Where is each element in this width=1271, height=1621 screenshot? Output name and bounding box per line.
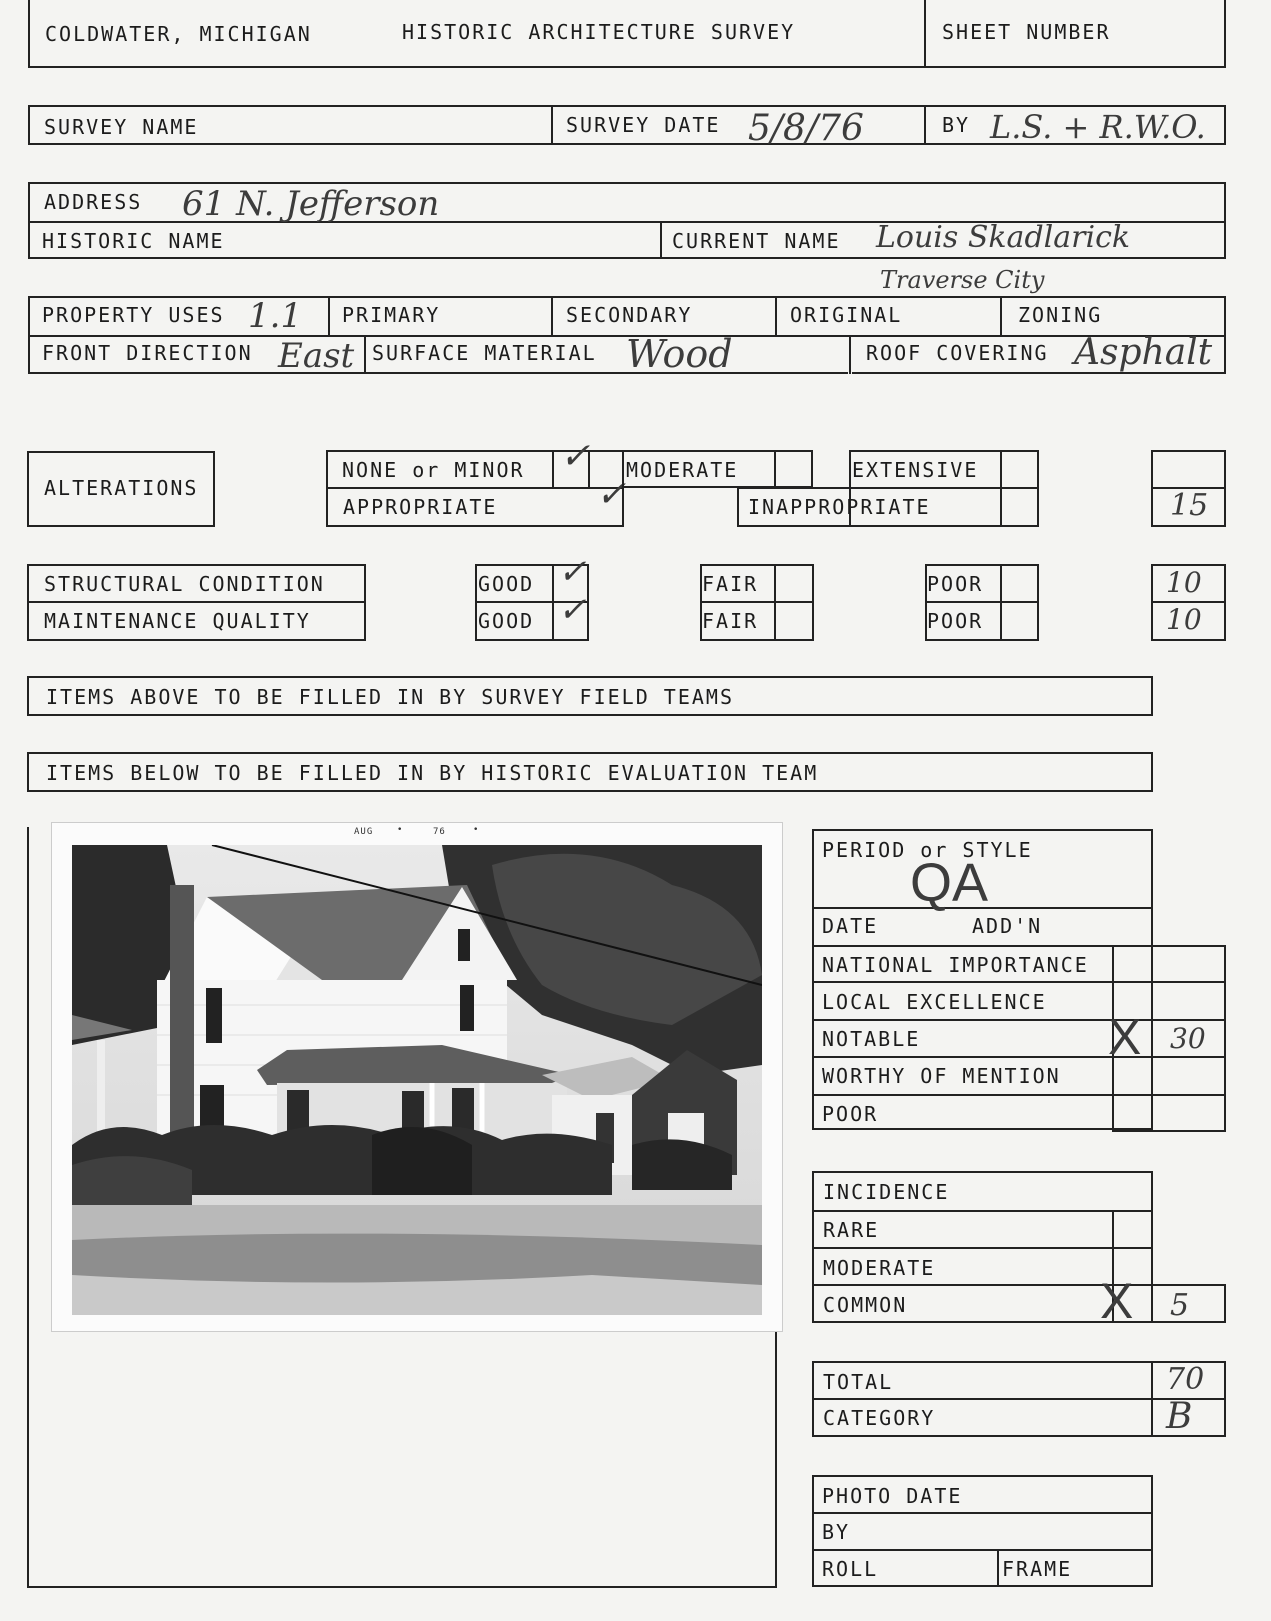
maintenance-good-check[interactable]: ✓ xyxy=(558,590,587,630)
house-photo xyxy=(72,845,762,1315)
header-city: COLDWATER, MICHIGAN xyxy=(45,22,312,46)
worthy-label: WORTHY OF MENTION xyxy=(822,1064,1061,1088)
front-direction-label: FRONT DIRECTION xyxy=(42,341,253,365)
rare-label: RARE xyxy=(823,1218,880,1242)
maintenance-quality-label: MAINTENANCE QUALITY xyxy=(44,609,311,633)
photo-by-label: BY xyxy=(822,1520,851,1544)
total-label: TOTAL xyxy=(823,1370,894,1394)
appropriate-check[interactable]: ✓ xyxy=(596,474,627,515)
maintenance-score[interactable]: 10 xyxy=(1166,603,1202,636)
national-importance-label: NATIONAL IMPORTANCE xyxy=(822,953,1089,977)
common-score[interactable]: 5 xyxy=(1170,1288,1190,1323)
maintenance-fair-label: FAIR xyxy=(702,609,759,633)
inappropriate-label: INAPPROPRIATE xyxy=(748,495,931,519)
structural-score[interactable]: 10 xyxy=(1166,566,1202,599)
photo-stamp-year: 76 xyxy=(433,827,446,837)
structural-good-check[interactable]: ✓ xyxy=(558,552,587,592)
original-label: ORIGINAL xyxy=(790,303,903,327)
local-excellence-label: LOCAL EXCELLENCE xyxy=(822,990,1047,1014)
total-value[interactable]: 70 xyxy=(1166,1362,1205,1397)
surface-material-label: SURFACE MATERIAL xyxy=(372,341,597,365)
roof-covering-value[interactable]: Asphalt xyxy=(1074,332,1213,373)
notable-score[interactable]: 30 xyxy=(1170,1022,1206,1055)
survey-name-label: SURVEY NAME xyxy=(44,115,199,139)
date-label: DATE xyxy=(822,914,879,938)
evaluation-poor-label: POOR xyxy=(822,1102,879,1126)
house-photo-card: AUG • 76 • xyxy=(52,823,782,1331)
common-mark[interactable]: X xyxy=(1100,1273,1134,1329)
extensive-label: EXTENSIVE xyxy=(852,458,979,482)
structural-good-label: GOOD xyxy=(478,572,535,596)
roll-label: ROLL xyxy=(822,1557,879,1581)
above-note: ITEMS ABOVE TO BE FILLED IN BY SURVEY FIELD TEAMS xyxy=(46,685,735,709)
moderate-label: MODERATE xyxy=(626,458,739,482)
alterations-label: ALTERATIONS xyxy=(44,476,199,500)
maintenance-good-label: GOOD xyxy=(478,609,535,633)
survey-date-label: SURVEY DATE xyxy=(566,113,721,137)
property-uses-label: PROPERTY USES xyxy=(42,303,225,327)
survey-by-value[interactable]: L.S. + R.W.O. xyxy=(990,108,1206,146)
current-name-value[interactable]: Louis Skadlarick xyxy=(876,220,1131,255)
none-minor-check[interactable]: ✓ xyxy=(560,436,591,477)
notable-mark[interactable]: X xyxy=(1108,1009,1142,1065)
below-note: ITEMS BELOW TO BE FILLED IN BY HISTORIC EVALUATION TEAM xyxy=(46,761,819,785)
current-name-label: CURRENT NAME xyxy=(672,229,841,253)
period-style-value[interactable]: QA xyxy=(910,853,989,913)
structural-fair-label: FAIR xyxy=(702,572,759,596)
primary-label: PRIMARY xyxy=(342,303,441,327)
roof-covering-label: ROOF COVERING xyxy=(866,341,1049,365)
property-uses-value[interactable]: 1.1 xyxy=(248,296,303,336)
category-value[interactable]: B xyxy=(1166,1396,1193,1437)
secondary-label: SECONDARY xyxy=(566,303,693,327)
none-minor-label: NONE or MINOR xyxy=(342,458,525,482)
surface-material-value[interactable]: Wood xyxy=(626,332,733,376)
photo-stamp-month: AUG xyxy=(354,827,374,837)
incidence-moderate-label: MODERATE xyxy=(823,1256,936,1280)
form-title: HISTORIC ARCHITECTURE SURVEY xyxy=(402,20,796,44)
addn-label: ADD'N xyxy=(972,914,1043,938)
address-value[interactable]: 61 N. Jefferson xyxy=(182,184,440,224)
survey-date-value[interactable]: 5/8/76 xyxy=(748,108,864,149)
structural-condition-label: STRUCTURAL CONDITION xyxy=(44,572,325,596)
front-direction-value[interactable]: East xyxy=(278,336,355,376)
sheet-number-label: SHEET NUMBER xyxy=(942,20,1111,44)
maintenance-poor-label: POOR xyxy=(927,609,984,633)
current-name-note: Traverse City xyxy=(880,266,1045,294)
appropriate-label: APPROPRIATE xyxy=(343,495,498,519)
alterations-score[interactable]: 15 xyxy=(1170,488,1209,523)
historic-name-label: HISTORIC NAME xyxy=(42,229,225,253)
category-label: CATEGORY xyxy=(823,1406,936,1430)
incidence-label: INCIDENCE xyxy=(823,1180,950,1204)
address-label: ADDRESS xyxy=(44,190,143,214)
structural-poor-label: POOR xyxy=(927,572,984,596)
survey-by-label: BY xyxy=(942,113,971,137)
frame-label: FRAME xyxy=(1002,1557,1073,1581)
notable-label: NOTABLE xyxy=(822,1027,921,1051)
period-style-label: PERIOD or STYLE xyxy=(822,838,1033,862)
photo-date-label: PHOTO DATE xyxy=(822,1484,963,1508)
common-label: COMMON xyxy=(823,1293,908,1317)
zoning-label: ZONING xyxy=(1018,303,1103,327)
